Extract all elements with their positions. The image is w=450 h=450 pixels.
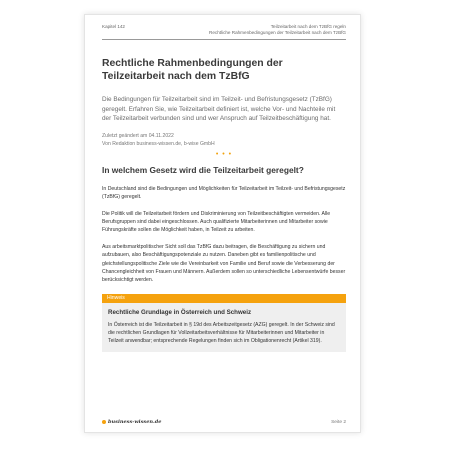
brand-name: business-wissen.de	[108, 419, 162, 425]
hint-box	[102, 294, 346, 352]
running-header	[102, 24, 346, 40]
lead-paragraph: Die Bedingungen für Teilzeitarbeit sind im Teilzeit- und Befristungsgesetz (TzBfG) geregelt. Erfahren Sie, wie Teilzeitarbeit definiert ist, welche Vor- und Nachteile mit der Teilzeitarbeit verbunden sind und wer Anspruch auf Teilzeitbeschäftigung hat.	[102, 96, 336, 123]
hint-text: In Österreich ist die Teilzeitarbeit in § 19d des Arbeitszeitgesetz (AZG) geregelt. In der Schweiz sind die rechtlichen Grundlagen für Vollzeitarbeitsverhältnisse für Mitarbeiterinnen und Mitarbeiter in Teilzeit anwendbar; entsprechende Regelungen finden sich im Obligationenrecht (Artikel 319).	[108, 322, 335, 345]
article-meta	[102, 132, 346, 148]
body-paragraph: Aus arbeitsmarktpolitischer Sicht soll das TzBfG dazu beitragen, die Beschäftigung zu sichern und aufzubauen, also Beschäftigungspotenziale zu nutzen. Daneben gibt es familienpolitische und gleichstellungspolitische Ziele wie die Vereinbarkeit von Familie und Beruf sowie die Verbesserung der Chancengleichheit von Frauen und Männern. Außerdem sollen so unterschiedliche Lebensentwürfe besser berücksichtigt werden.	[102, 244, 346, 283]
page-number: Seite 2	[331, 419, 346, 425]
separator-dots: • • •	[215, 151, 233, 159]
body-paragraph: Die Politik will die Teilzeitarbeit fördern und Diskriminierung von Teilzeitbeschäftigten vermeiden. Alle Berufsgruppen sind dabei eingeschlossen. Auch qualifizierte Mitarbeiterinnen und Mitarbeiter sowie Führungskräfte sollen die Möglichkeit haben, in Teilzeit zu arbeiten.	[102, 210, 331, 234]
header-subtitle	[209, 24, 346, 36]
brand-dot-icon	[102, 420, 106, 424]
document-page	[84, 14, 361, 433]
body-paragraph: In Deutschland sind die Bedingungen und Möglichkeiten für Teilzeitarbeit im Teilzeit- und Befristungsgesetz (TzBfG) geregelt.	[102, 185, 346, 200]
brand-logo	[102, 419, 161, 425]
hint-label: Hinweis	[102, 294, 346, 303]
updated-date: Zuletzt geändert am 04.11.2022	[102, 132, 174, 139]
header-subtitle-line1: Teilzeitarbeit nach dem TzBfG regeln	[270, 24, 346, 29]
hint-body	[102, 303, 346, 352]
section-heading: In welchem Gesetz wird die Teilzeitarbeit geregelt?	[102, 165, 304, 176]
page-title: Rechtliche Rahmenbedingungen der Teilzeitarbeit nach dem TzBfG	[102, 58, 283, 83]
page-footer	[102, 419, 346, 425]
chapter-label: Kapitel 142	[102, 24, 125, 29]
header-subtitle-line2: Rechtliche Rahmenbedingungen der Teilzeitarbeit nach dem TzBfG	[209, 30, 346, 36]
hint-title: Rechtliche Grundlage in Österreich und Schweiz	[108, 309, 252, 317]
author-line: Von Redaktion business-wissen.de, b-wise GmbH	[102, 140, 215, 147]
